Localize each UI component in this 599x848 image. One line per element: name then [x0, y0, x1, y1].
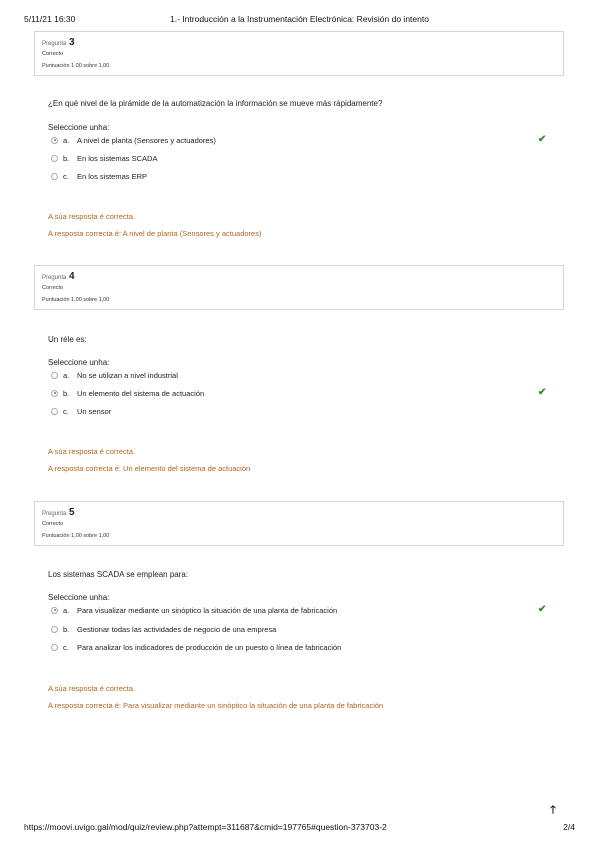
option-letter: a.: [63, 371, 70, 380]
arrow-up-icon[interactable]: 🡑: [550, 804, 556, 816]
question-label: Pregunta: [42, 41, 67, 47]
question-info: [34, 501, 564, 546]
option-letter: c.: [63, 407, 69, 416]
select-prompt: Seleccione unha:: [48, 358, 110, 367]
option-b[interactable]: [51, 388, 204, 400]
option-text: En los sistemas ERP: [77, 172, 148, 181]
question-label: Pregunta: [42, 275, 67, 281]
option-letter: c.: [63, 172, 69, 181]
feedback-text: A súa resposta é correcta.: [48, 684, 136, 693]
page-number: 2/4: [563, 822, 575, 832]
check-icon: ✔: [538, 604, 547, 615]
option-a[interactable]: [51, 370, 178, 382]
page-footer: [24, 822, 575, 834]
question-grade: Puntuación 1,00 sobre 1,00: [42, 533, 110, 539]
question-state: Correcto: [42, 521, 64, 527]
print-date: 5/11/21 16:30: [24, 14, 76, 24]
option-text: En los sistemas SCADA: [77, 154, 158, 163]
option-a[interactable]: [51, 135, 216, 147]
page-url: https://moovi.uvigo.gal/mod/quiz/review.php?attempt=311687&cmid=197765#question-373703-2: [24, 822, 387, 832]
radio-button[interactable]: [51, 390, 58, 397]
question-number: 4: [69, 271, 75, 282]
option-text: Un sensor: [77, 407, 112, 416]
option-letter: b.: [63, 154, 70, 163]
check-icon: ✔: [538, 134, 547, 145]
question-state: Correcto: [42, 51, 64, 57]
question-grade: Puntuación 1,00 sobre 1,00: [42, 63, 110, 69]
radio-button[interactable]: [51, 137, 58, 144]
question-state: Correcto: [42, 285, 64, 291]
option-c[interactable]: [51, 642, 341, 654]
radio-button[interactable]: [51, 408, 58, 415]
question-text: ¿En qué nivel de la pirámide de la automatización la información se mueve más rápidamente?: [48, 99, 383, 108]
page-title: 1.- Introducción a la Instrumentación Electrónica: Revisión do intento: [170, 14, 429, 24]
option-c[interactable]: [51, 406, 111, 418]
question-grade: Puntuación 1,00 sobre 1,00: [42, 297, 110, 303]
option-text: No se utilizan a nivel industrial: [77, 371, 178, 380]
radio-button[interactable]: [51, 644, 58, 651]
question-text: Un réle es:: [48, 335, 87, 344]
question-info: [34, 265, 564, 310]
option-text: Para analizar los indicadores de producción de un puesto o línea de fabricación: [77, 643, 342, 652]
option-letter: b.: [63, 625, 70, 634]
question-number: 5: [69, 507, 75, 518]
radio-button[interactable]: [51, 607, 58, 614]
feedback-text: A súa resposta é correcta.: [48, 447, 136, 456]
question-info: [34, 31, 564, 76]
question-label: Pregunta: [42, 511, 67, 517]
option-letter: a.: [63, 606, 70, 615]
right-answer-text: A resposta correcta é: A nivel de planta (Sensores y actuadores): [48, 229, 262, 238]
feedback-text: A súa resposta é correcta.: [48, 212, 136, 221]
page-header: [24, 14, 575, 26]
option-letter: b.: [63, 389, 70, 398]
option-b[interactable]: [51, 624, 276, 636]
question-text: Los sistemas SCADA se emplean para:: [48, 570, 189, 579]
right-answer-text: A resposta correcta é: Un elemento del sistema de actuación: [48, 464, 251, 473]
question-number: 3: [69, 37, 75, 48]
radio-button[interactable]: [51, 372, 58, 379]
option-c[interactable]: [51, 171, 147, 183]
radio-button[interactable]: [51, 155, 58, 162]
right-answer-text: A resposta correcta é: Para visualizar mediante un sinóptico la situación de una planta de fabricación: [48, 701, 384, 710]
check-icon: ✔: [538, 387, 547, 398]
option-b[interactable]: [51, 153, 157, 165]
question-5: [34, 501, 564, 710]
option-letter: a.: [63, 136, 70, 145]
question-3: [34, 31, 564, 238]
option-text: A nivel de planta (Sensores y actuadores): [77, 136, 216, 145]
option-text: Para visualizar mediante un sinóptico la situación de una planta de fabricación: [77, 606, 338, 615]
option-a[interactable]: [51, 605, 337, 617]
option-text: Gestionar todas las actividades de negocio de una empresa: [77, 625, 277, 634]
radio-button[interactable]: [51, 626, 58, 633]
option-text: Un elemento del sistema de actuación: [77, 389, 205, 398]
select-prompt: Seleccione unha:: [48, 123, 110, 132]
question-4: [34, 265, 564, 473]
option-letter: c.: [63, 643, 69, 652]
radio-button[interactable]: [51, 173, 58, 180]
select-prompt: Seleccione unha:: [48, 593, 110, 602]
